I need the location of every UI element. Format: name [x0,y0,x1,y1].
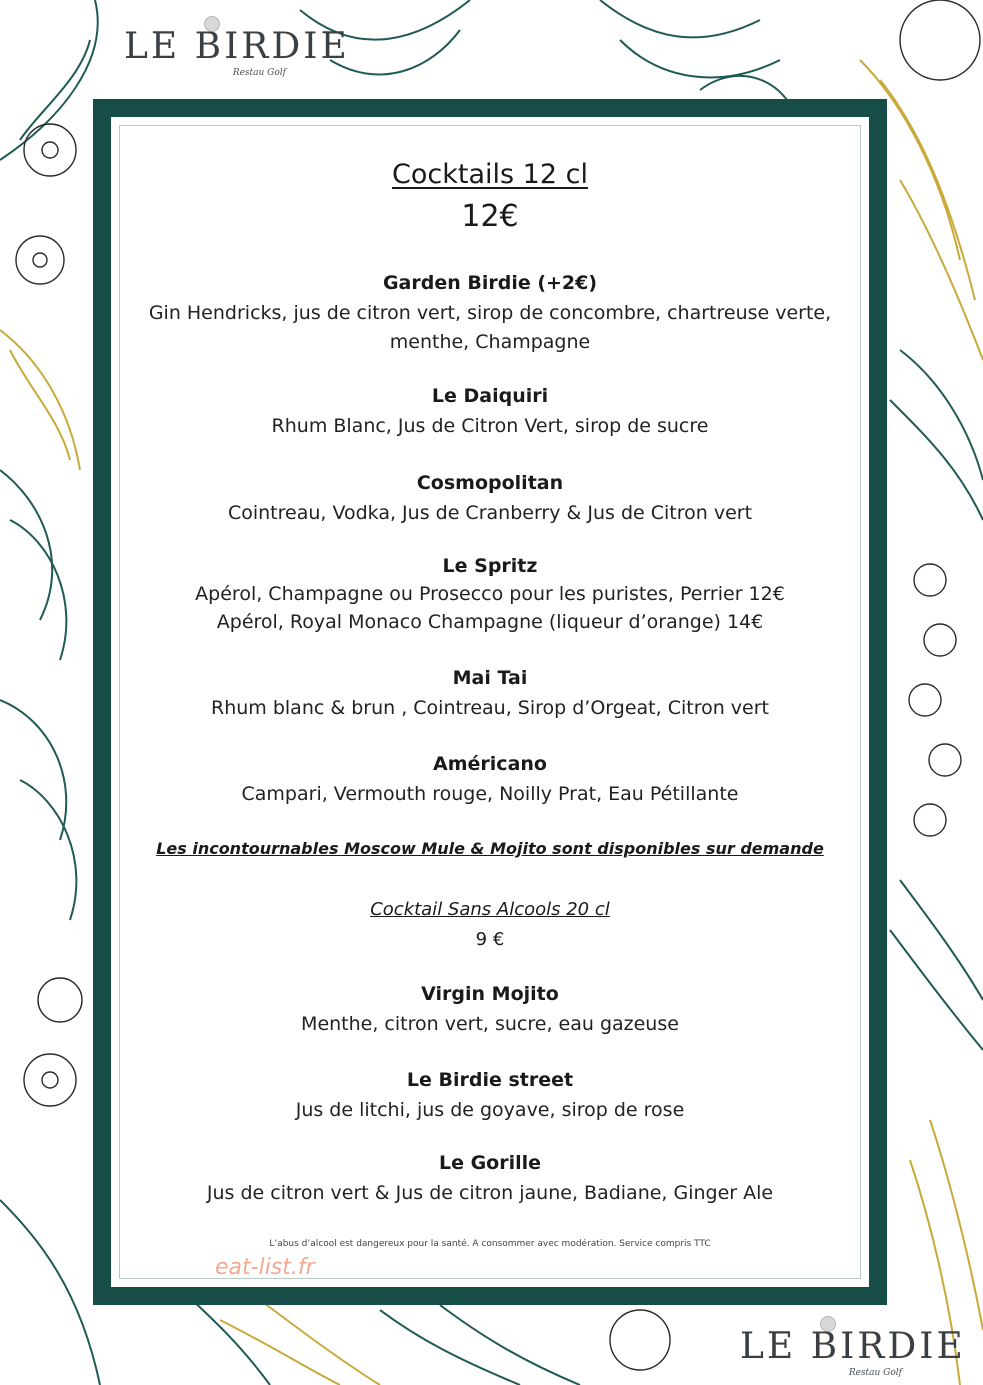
logo-top [124,22,350,78]
menu-frame [93,99,887,1305]
logo-text: LE BIRDIE [124,26,350,67]
menu-price: 12€ [461,199,519,234]
mocktail-name: Le Gorille [438,1152,542,1174]
cocktail-desc: Apérol, Champagne ou Prosecco pour les puristes, Perrier 12€ [195,583,785,605]
alcohol-disclaimer: L’abus d’alcool est dangereux pour la santé. A consommer avec modération. Service compris TTC [269,1239,711,1249]
cocktail-name: Américano [433,753,547,775]
cocktail-desc: Gin Hendricks, jus de citron vert, sirop de concombre, chartreuse verte, [148,302,832,324]
mocktail-desc: Jus de litchi, jus de goyave, sirop de rose [295,1099,685,1121]
cocktail-desc: Cointreau, Vodka, Jus de Cranberry & Jus de Citron vert [227,502,753,524]
logo-bottom [740,1322,966,1378]
cocktail-name: Le Spritz [442,555,538,577]
logo-subtext: Restau Golf [848,1368,902,1378]
sans-alcool-price: 9 € [475,929,505,950]
mocktail-name: Le Birdie street [406,1069,574,1091]
logo-text: LE BIRDIE [740,1326,966,1367]
mocktail-desc: Jus de citron vert & Jus de citron jaune, Badiane, Ginger Ale [206,1182,774,1204]
cocktail-desc: Apérol, Royal Monaco Champagne (liqueur d’orange) 14€ [216,611,764,633]
cocktail-desc: menthe, Champagne [389,331,591,353]
cocktail-name: Garden Birdie (+2€) [382,272,598,294]
cocktail-desc: Rhum Blanc, Jus de Citron Vert, sirop de sucre [271,415,709,437]
cocktail-desc: Campari, Vermouth rouge, Noilly Prat, Eau Pétillante [241,783,739,805]
watermark: eat-list.fr [215,1255,315,1280]
menu-title: Cocktails 12 cl [392,159,588,190]
cocktail-name: Cosmopolitan [416,472,564,494]
mocktail-desc: Menthe, citron vert, sucre, eau gazeuse [301,1013,679,1035]
menu-note: Les incontournables Moscow Mule & Mojito sont disponibles sur demande [156,839,824,858]
cocktail-name: Le Daiquiri [431,385,549,407]
logo-subtext: Restau Golf [232,68,286,78]
cocktail-name: Mai Tai [452,667,528,689]
sans-alcool-title: Cocktail Sans Alcools 20 cl [370,899,610,920]
cocktail-desc: Rhum blanc & brun , Cointreau, Sirop d’Orgeat, Citron vert [211,697,769,719]
mocktail-name: Virgin Mojito [421,983,559,1005]
